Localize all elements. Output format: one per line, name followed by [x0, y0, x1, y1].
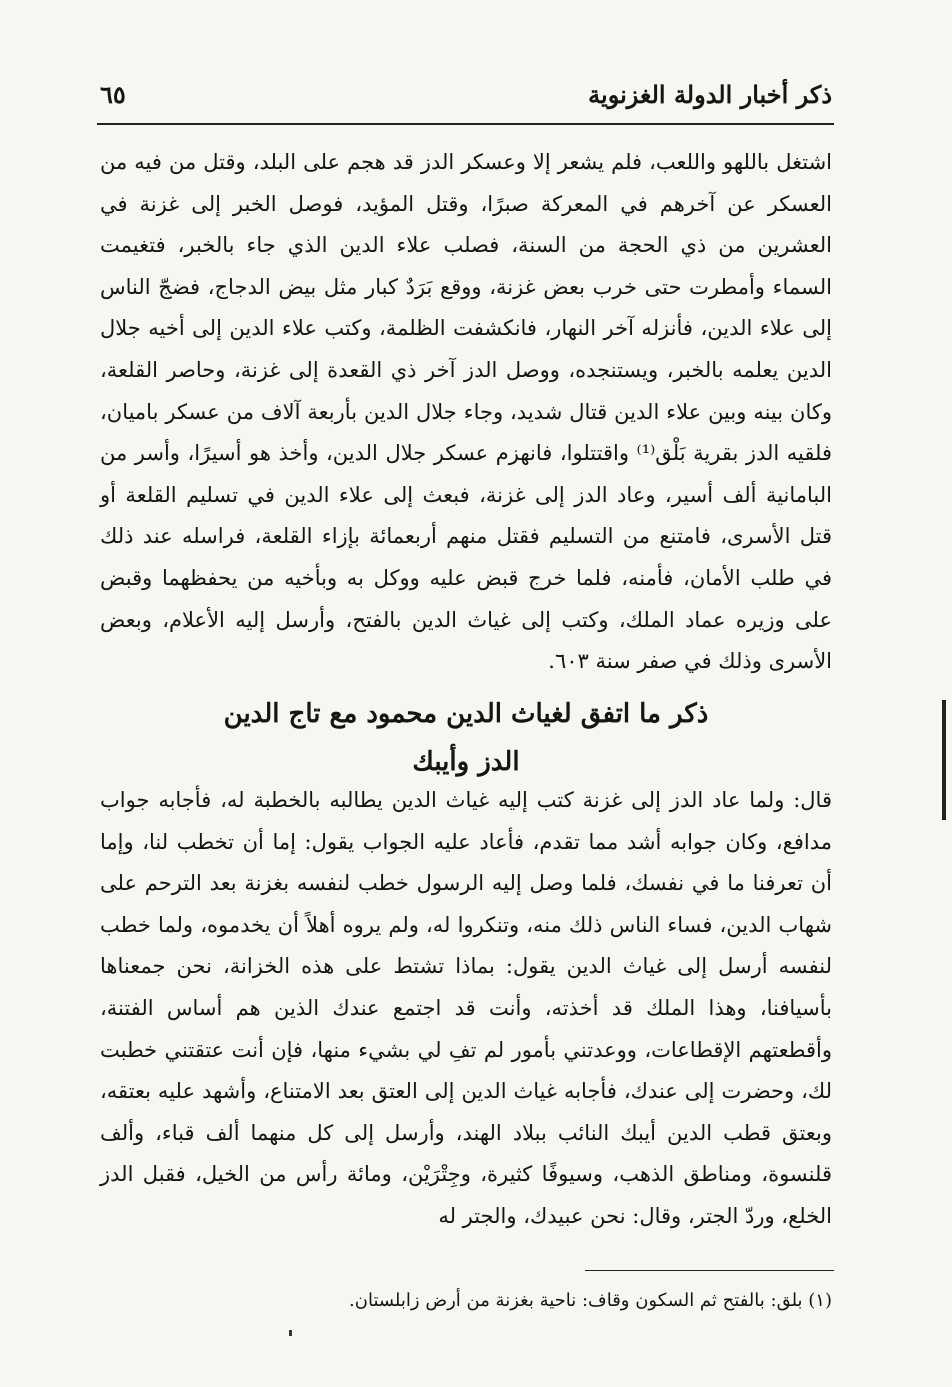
- page-number: ٦٥: [100, 80, 126, 109]
- section-heading-line-2: الدز وأيبك: [412, 747, 520, 777]
- header-rule: [97, 123, 834, 125]
- section-heading-line-1: ذكر ما اتفق لغياث الدين محمود مع تاج الدين: [223, 699, 709, 729]
- footnote: (١) بلق: بالفتح ثم السكون وقاف: ناحية بغزنة من أرض زابلستان.: [349, 1290, 832, 1311]
- scan-speck: [289, 1330, 292, 1336]
- running-header-title: ذكر أخبار الدولة الغزنوية: [588, 80, 832, 109]
- body-paragraph-1: اشتغل باللهو واللعب، فلم يشعر إلا وعسكر الدز قد هجم على البلد، وقتل من فيه من العسكر عن آخرهم في المعركة صبرًا، وقتل المؤيد، فوصل الخبر إلى غزنة في العشرين من ذي الحجة من السنة، فصلب علاء الدين الذي جاء بالخبر، فتغيمت السماء وأمطرت حتى خرب بعض غزنة، ووقع بَرَدٌ كبار مثل بيض الدجاج، فضجّ الناس إلى علاء الدين، فأنزله آخر النهار، فانكشفت الظلمة، وكتب علاء الدين إلى أخيه جلال الدين يعلمه بالخبر، ويستنجده، ووصل الدز آخر ذي القعدة إلى غزنة، وحاصر القلعة، وكان بينه وبين علاء الدين قتال شديد، وجاء جلال الدين بأربعة آلاف من عسكر باميان، فلقيه الدز بقرية بَلْق⁽¹⁾ واقتتلوا، فانهزم عسكر جلال الدين، وأخذ هو أسيرًا، وأسر من البامانية ألف أسير، وعاد الدز إلى غزنة، فبعث إلى علاء الدين في تسليم القلعة أو قتل الأسرى، فامتنع من التسليم فقتل منهم أربعمائة بإزاء القلعة، فراسله عند ذلك في طلب الأمان، فأمنه، فلما خرج قبض عليه ووكل به وبأخيه من يحفظهما وقبض على وزيره عماد الملك، وكتب إلى غياث الدين بالفتح، وأرسل إليه الأعلام، وبعض الأسرى وذلك في صفر سنة ٦٠٣.: [100, 150, 833, 674]
- footnote-rule: [585, 1270, 834, 1271]
- section-heading: [100, 690, 832, 786]
- scan-edge-mark: [942, 700, 946, 820]
- body-paragraph-2: قال: ولما عاد الدز إلى غزنة كتب إليه غياث الدين يطالبه بالخطبة له، فأجابه جواب مدافع، وكان جوابه أشد مما تقدم، فأعاد عليه الجواب يقول: إما أن تخطب لنا، وإما أن تعرفنا ما في نفسك، فلما وصل إليه الرسول خطب لنفسه بغزنة بعد الترحم على شهاب الدين، فساء الناس ذلك منه، وتنكروا له، ولم يروه أهلاً أن يخدموه، ولما خطب لنفسه أرسل إلى غياث الدين يقول: بماذا تشتط على هذه الخزانة، نحن جمعناها بأسيافنا، وهذا الملك قد أخذته، وأنت قد اجتمع عندك الذين هم أساس الفتنة، وأقطعتهم الإقطاعات، ووعدتني بأمور لم تفِ لي بشيء منها، فإن أنت عتقتني خطبت لك، وحضرت إلى عندك، فأجابه غياث الدين إلى العتق بعد الامتناع، وأشهد عليه بعتقه، وبعتق قطب الدين أيبك النائب ببلاد الهند، وأرسل إلى كل منهما ألف قباء، وألف قلنسوة، ومناطق الذهب، وسيوفًا كثيرة، وجِتْرَيْن، ومائة رأس من الخيل، فقبل الدز الخلع، وردّ الجتر، وقال: نحن عبيدك، والجتر له: [100, 788, 832, 1228]
